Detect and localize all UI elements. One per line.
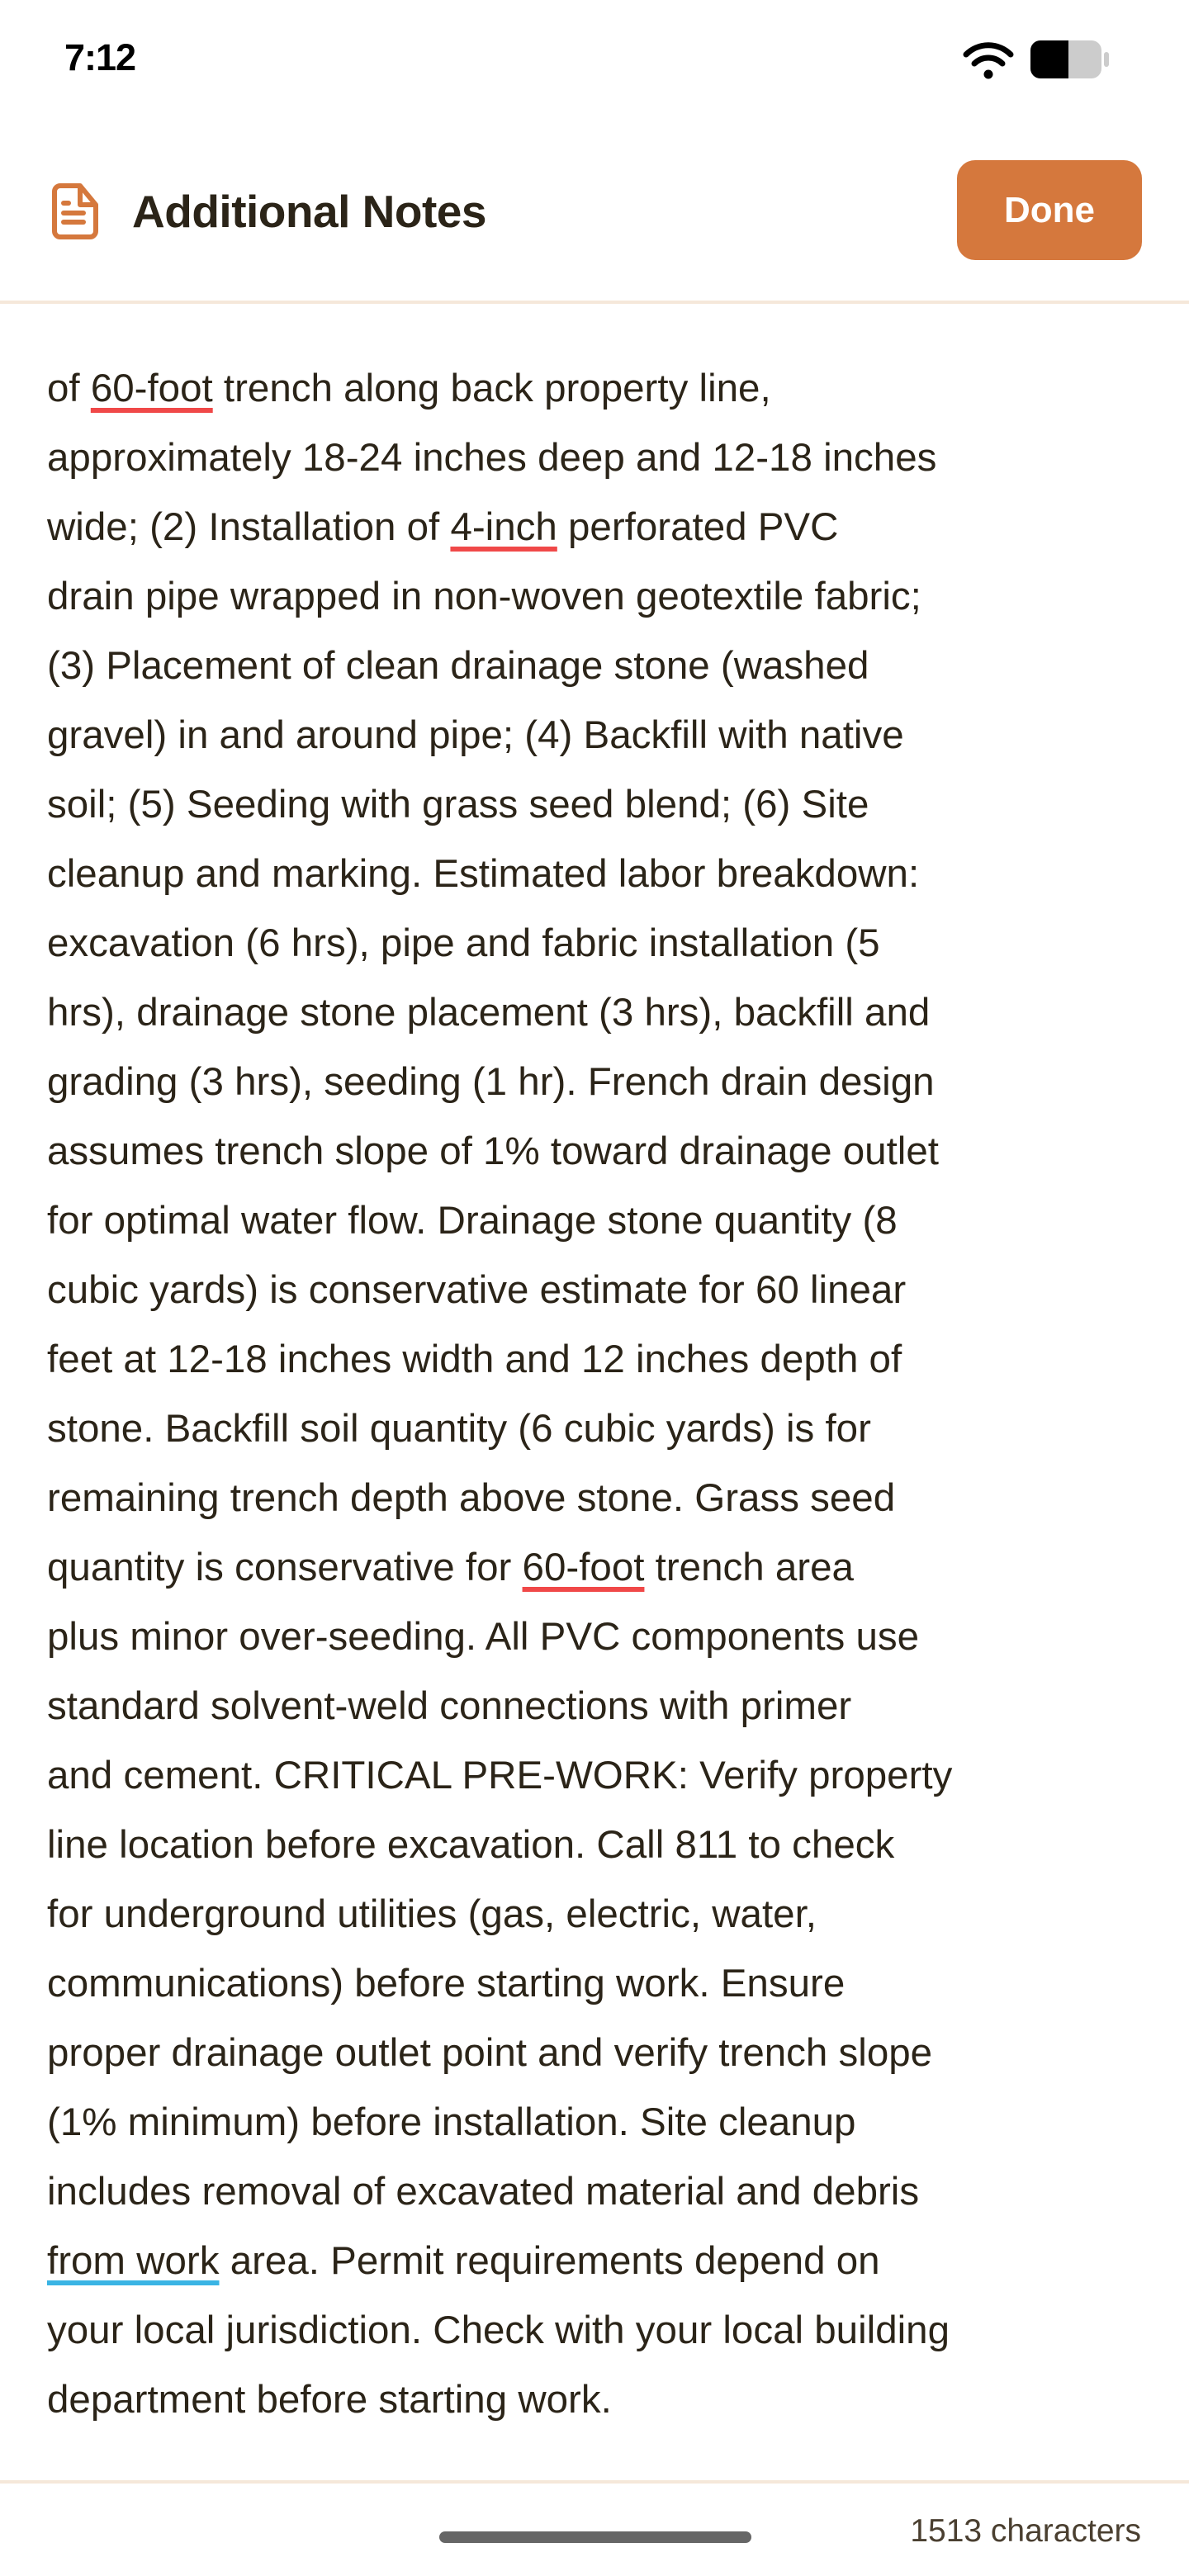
note-line: [47, 1816, 1153, 1886]
note-line: [47, 1539, 1153, 1608]
note-text: assumes trench slope of 1% toward drainage outlet: [47, 1129, 939, 1173]
note-line: [47, 1608, 1153, 1678]
note-text: for optimal water flow. Drainage stone quantity (8: [47, 1199, 898, 1243]
footer-divider: [0, 2480, 1189, 2484]
note-text: grading (3 hrs), seeding (1 hr). French drain design: [47, 1060, 935, 1104]
note-text: trench area: [644, 1546, 854, 1589]
note-line: [47, 1886, 1153, 1955]
note-line: [47, 2094, 1153, 2163]
note-line: [47, 429, 1153, 499]
note-text: cleanup and marking. Estimated labor breakdown:: [47, 852, 920, 896]
note-text: (1% minimum) before installation. Site cleanup: [47, 2100, 856, 2144]
note-line: [47, 1123, 1153, 1192]
note-line: [47, 915, 1153, 984]
document-icon: [52, 183, 98, 239]
note-line: [47, 1331, 1153, 1400]
grammar-underline: from work: [47, 2239, 220, 2283]
note-text: trench along back property line,: [212, 367, 771, 410]
note-text: of: [47, 367, 91, 410]
spellcheck-underline: 4-inch: [450, 505, 557, 549]
note-line: [47, 2371, 1153, 2441]
note-text: hrs), drainage stone placement (3 hrs), backfill and: [47, 991, 931, 1035]
note-text: and cement. CRITICAL PRE-WORK: Verify property: [47, 1754, 953, 1797]
note-text: your local jurisdiction. Check with your local building: [47, 2308, 950, 2352]
note-line: [47, 1262, 1153, 1331]
note-text: plus minor over-seeding. All PVC components use: [47, 1615, 920, 1659]
note-line: [47, 984, 1153, 1054]
status-time: 7:12: [64, 36, 136, 78]
note-line: [47, 776, 1153, 845]
spellcheck-underline: 60-foot: [90, 367, 213, 410]
page-title: Additional Notes: [132, 186, 486, 237]
note-line: [47, 2163, 1153, 2233]
character-count: 1513 characters: [910, 2513, 1141, 2549]
note-text: feet at 12-18 inches width and 12 inches depth of: [47, 1338, 902, 1381]
note-line: [47, 1400, 1153, 1470]
spellcheck-underline: 60-foot: [522, 1546, 645, 1589]
header-divider: [0, 301, 1189, 304]
note-line: [47, 1192, 1153, 1262]
note-line: [47, 568, 1153, 637]
note-line: [47, 2233, 1153, 2302]
note-text: cubic yards) is conservative estimate for 60 linear: [47, 1268, 907, 1312]
note-text: perforated PVC: [557, 505, 839, 549]
note-text: quantity is conservative for: [47, 1546, 523, 1589]
note-line: [47, 845, 1153, 915]
note-line: [47, 1678, 1153, 1747]
note-text: includes removal of excavated material and debris: [47, 2170, 920, 2214]
note-text: line location before excavation. Call 811 to check: [47, 1823, 895, 1867]
note-text: stone. Backfill soil quantity (6 cubic yards) is for: [47, 1407, 871, 1451]
status-bar: [0, 0, 1189, 116]
note-line: [47, 2302, 1153, 2371]
note-line: [47, 1470, 1153, 1539]
note-text: for underground utilities (gas, electric, water,: [47, 1892, 817, 1936]
note-text: proper drainage outlet point and verify trench slope: [47, 2031, 933, 2075]
note-text: communications) before starting work. Ensure: [47, 1962, 846, 2005]
note-line: [47, 360, 1153, 429]
home-indicator[interactable]: [439, 2531, 751, 2543]
note-text: department before starting work.: [47, 2378, 612, 2422]
note-line: [47, 1054, 1153, 1123]
note-text: soil; (5) Seeding with grass seed blend; (6) Site: [47, 783, 869, 826]
note-text: excavation (6 hrs), pipe and fabric installation (5: [47, 921, 880, 965]
note-line: [47, 1955, 1153, 2024]
note-text: area. Permit requirements depend on: [219, 2239, 880, 2283]
wifi-icon: [963, 41, 1014, 79]
note-text: drain pipe wrapped in non-woven geotextile fabric;: [47, 575, 921, 618]
battery-icon: [1030, 40, 1110, 78]
done-button[interactable]: Done: [957, 160, 1142, 260]
note-text: wide; (2) Installation of: [47, 505, 451, 549]
note-text: approximately 18-24 inches deep and 12-18 inches: [47, 436, 937, 480]
notes-text-area[interactable]: [47, 360, 1153, 2441]
note-line: [47, 2024, 1153, 2094]
note-line: [47, 637, 1153, 707]
note-text: standard solvent-weld connections with primer: [47, 1684, 852, 1728]
note-line: [47, 707, 1153, 776]
note-line: [47, 499, 1153, 568]
note-line: [47, 1747, 1153, 1816]
note-text: remaining trench depth above stone. Grass seed: [47, 1476, 896, 1520]
note-text: gravel) in and around pipe; (4) Backfill with native: [47, 713, 904, 757]
note-text: (3) Placement of clean drainage stone (washed: [47, 644, 869, 688]
